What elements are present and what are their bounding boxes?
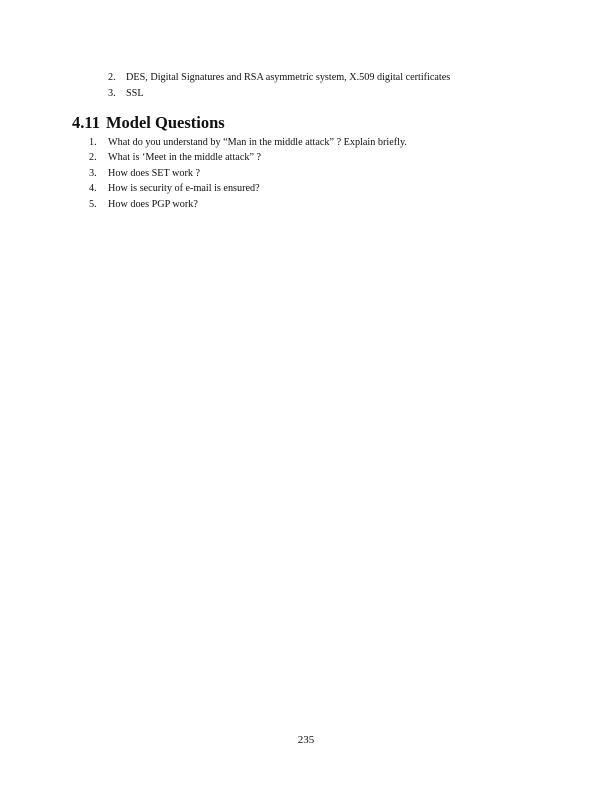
question-number: 5.: [89, 198, 97, 210]
question-number: 1.: [89, 136, 97, 148]
question-item: [89, 166, 407, 182]
section-heading: [72, 113, 225, 133]
question-text: How is security of e-mail is ensured?: [108, 183, 260, 194]
question-text: How does SET work ?: [108, 167, 201, 179]
section-title: Model Questions: [105, 113, 225, 132]
question-number: 2.: [89, 152, 97, 163]
question-number: 4.: [89, 183, 97, 194]
page-number: 235: [297, 734, 315, 746]
question-item: [89, 197, 407, 213]
question-item: [89, 135, 407, 151]
question-number: 3.: [89, 167, 97, 179]
list-item-number: 3.: [108, 87, 116, 99]
question-item: [89, 181, 407, 197]
answer-list: [108, 70, 450, 101]
question-text: What is ‘Meet in the middle attack” ?: [108, 152, 262, 163]
question-item: [89, 150, 407, 166]
list-item-text: DES, Digital Signatures and RSA asymmetric system, X.509 digital certificates: [126, 72, 451, 83]
list-item-number: 2.: [108, 72, 116, 83]
question-text: What do you understand by “Man in the middle attack” ? Explain briefly.: [108, 136, 407, 148]
list-item: [108, 70, 450, 86]
list-item-text: SSL: [126, 87, 144, 99]
question-text: How does PGP work?: [108, 198, 198, 210]
questions-list: [89, 135, 407, 213]
section-number: 4.11: [72, 113, 100, 132]
list-item: [108, 86, 450, 102]
